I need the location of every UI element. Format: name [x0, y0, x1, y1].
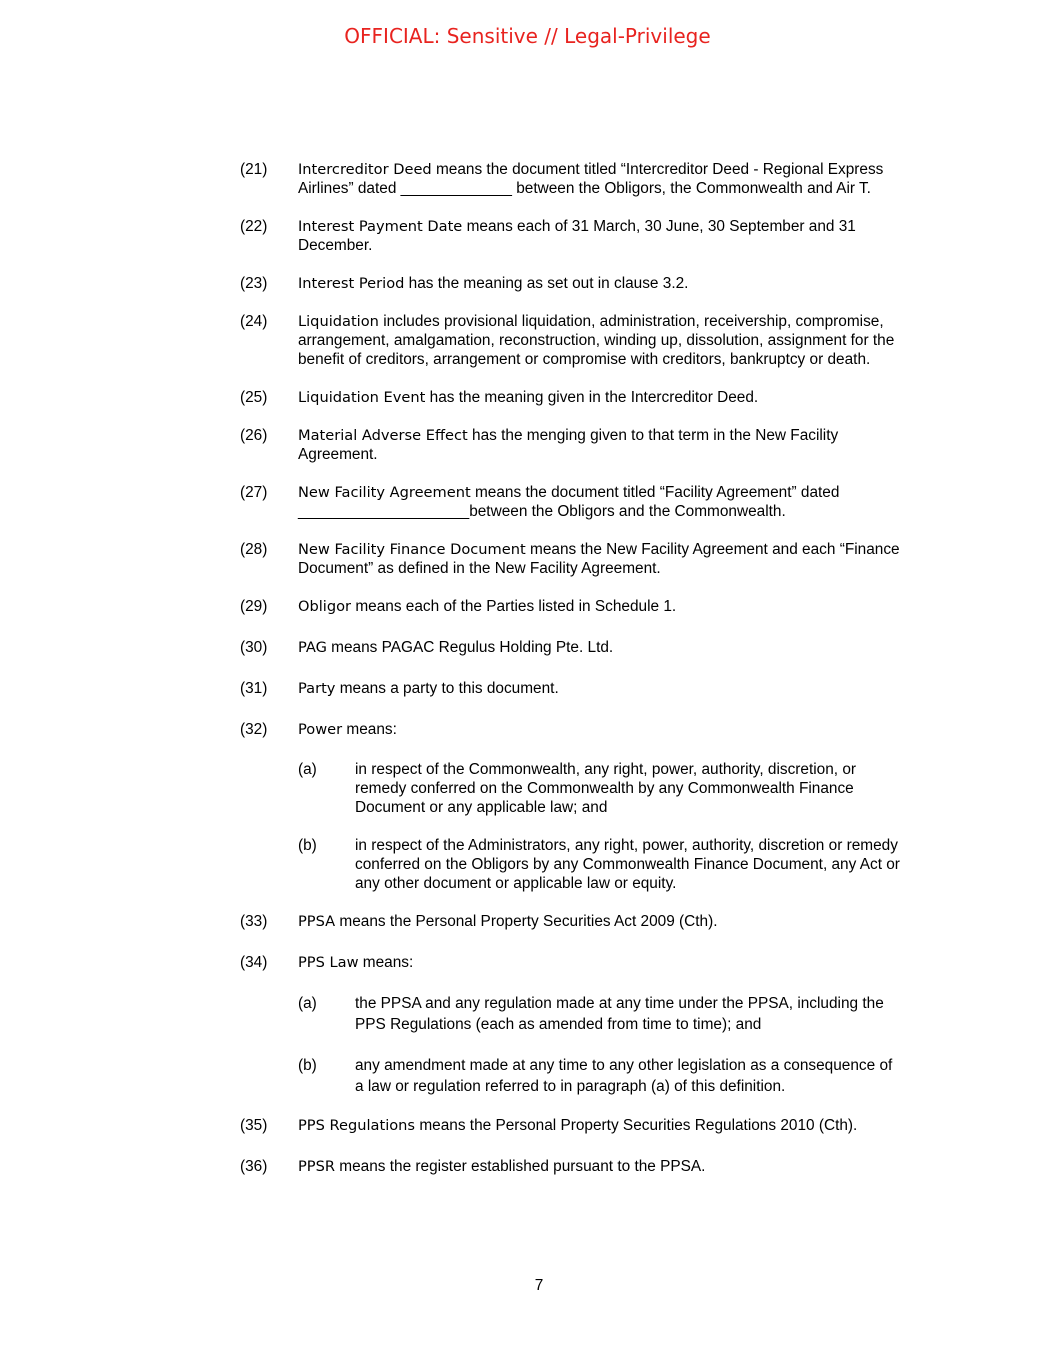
definition-text: means PAGAC Regulus Holding Pte. Ltd.	[326, 639, 614, 656]
pps-law-sublist	[298, 993, 900, 1097]
definition-body	[298, 426, 900, 464]
defined-term: Interest Payment Date	[298, 218, 463, 235]
defined-term: Power	[298, 721, 343, 738]
definition-text: means a party to this document.	[335, 680, 559, 697]
sub-item-letter: (a)	[298, 761, 317, 778]
definition-text: means:	[358, 954, 414, 971]
definition-number: (24)	[240, 313, 268, 330]
definition-number: (29)	[240, 598, 268, 615]
definition-27	[240, 483, 900, 521]
definition-text: means:	[342, 721, 397, 738]
definition-23	[240, 274, 900, 293]
definition-30	[240, 638, 900, 657]
definition-text: means the document titled “Facility Agreement” dated ____________________between the Obligors and the Commonwealth.	[298, 484, 840, 520]
definition-number: (22)	[240, 218, 268, 235]
definition-body	[298, 540, 900, 578]
sub-item	[298, 836, 900, 893]
definition-body	[298, 912, 900, 931]
definition-28	[240, 540, 900, 578]
sub-item	[298, 1055, 900, 1097]
definition-text: means each of the Parties listed in Schedule 1.	[351, 598, 677, 615]
definition-text: means the register established pursuant to the PPSA.	[335, 1158, 706, 1175]
defined-term: PPSR	[298, 1158, 336, 1175]
definition-29	[240, 597, 900, 616]
definition-body	[298, 679, 900, 698]
definition-body	[298, 483, 900, 521]
definition-text: means the New Facility Agreement and each “Finance Document” as defined in the New Facility Agreement.	[298, 541, 900, 577]
sub-item-letter: (a)	[298, 995, 317, 1012]
definition-body	[298, 388, 900, 407]
defined-term: Material Adverse Effect	[298, 427, 468, 444]
definition-number: (32)	[240, 721, 268, 738]
definition-text: includes provisional liquidation, administration, receivership, compromise, arrangement, amalgamation, reconstruction, winding up, dissolution, assignment for the benefit of creditors, arrangement or compromise with creditors, bankruptcy or death.	[298, 313, 895, 368]
defined-term: Liquidation	[298, 313, 379, 330]
definition-34	[240, 953, 900, 1097]
definition-text: means the Personal Property Securities Regulations 2010 (Cth).	[415, 1117, 858, 1134]
security-classification: OFFICIAL: Sensitive // Legal-Privilege	[344, 24, 711, 48]
definition-number: (25)	[240, 389, 268, 406]
definition-number: (34)	[240, 954, 268, 971]
definition-26	[240, 426, 900, 464]
defined-term: Obligor	[298, 598, 352, 615]
definition-number: (35)	[240, 1117, 268, 1134]
defined-term: PPS Regulations	[298, 1117, 416, 1134]
definition-36	[240, 1157, 900, 1176]
definition-body	[298, 597, 900, 616]
definition-33	[240, 912, 900, 931]
sub-item-text: in respect of the Administrators, any right, power, authority, discretion or remedy conferred on the Obligors by any Commonwealth Finance Document, any Act or any other document or applicable law or equity.	[355, 837, 900, 892]
page-number: 7	[534, 1277, 544, 1294]
power-sublist	[298, 760, 900, 893]
definition-body	[298, 638, 900, 657]
defined-term: New Facility Finance Document	[298, 541, 526, 558]
definition-text: means the document titled “Intercreditor Deed - Regional Express Airlines” dated _____________ between the Obligors, the Commonwealth and Air T.	[298, 161, 884, 197]
definition-body	[298, 274, 900, 293]
definition-text: has the menging given to that term in the New Facility Agreement.	[298, 427, 839, 463]
defined-term: PPS Law	[298, 954, 359, 971]
definition-body	[298, 1116, 900, 1135]
sub-item-letter: (b)	[298, 837, 317, 854]
definition-text: means each of 31 March, 30 June, 30 September and 31 December.	[298, 218, 856, 254]
definition-number: (36)	[240, 1158, 268, 1175]
definition-text: has the meaning as set out in clause 3.2.	[404, 275, 689, 292]
definition-35	[240, 1116, 900, 1135]
sub-item	[298, 993, 900, 1035]
sub-item	[298, 760, 900, 817]
defined-term: Intercreditor Deed	[298, 161, 432, 178]
definition-body	[298, 312, 900, 369]
definition-number: (27)	[240, 484, 268, 501]
sub-item-text: in respect of the Commonwealth, any right, power, authority, discretion, or remedy conferred on the Commonwealth by any Commonwealth Finance Document or any applicable law; and	[355, 761, 857, 816]
definitions-list	[240, 160, 900, 1198]
sub-item-letter: (b)	[298, 1057, 317, 1074]
defined-term: Party	[298, 680, 336, 697]
definition-body	[298, 217, 900, 255]
definition-text: has the meaning given in the Intercreditor Deed.	[425, 389, 759, 406]
definition-22	[240, 217, 900, 255]
definition-number: (28)	[240, 541, 268, 558]
defined-term: PPSA	[298, 913, 336, 930]
definition-number: (21)	[240, 161, 268, 178]
defined-term: Interest Period	[298, 275, 405, 292]
definition-number: (33)	[240, 913, 268, 930]
definition-number: (30)	[240, 639, 268, 656]
definition-32	[240, 720, 900, 893]
definition-body	[298, 160, 900, 198]
sub-item-text: any amendment made at any time to any other legislation as a consequence of a law or regulation referred to in paragraph (a) of this definition.	[355, 1057, 893, 1095]
sub-item-text: the PPSA and any regulation made at any time under the PPSA, including the PPS Regulations (each as amended from time to time); and	[355, 995, 884, 1033]
defined-term: New Facility Agreement	[298, 484, 471, 501]
definition-body	[298, 953, 900, 1097]
definition-21	[240, 160, 900, 198]
definition-24	[240, 312, 900, 369]
definition-text: means the Personal Property Securities Act 2009 (Cth).	[335, 913, 718, 930]
defined-term: Liquidation Event	[298, 389, 426, 406]
definition-number: (23)	[240, 275, 268, 292]
definition-25	[240, 388, 900, 407]
definition-number: (31)	[240, 680, 268, 697]
definition-body	[298, 1157, 900, 1176]
definition-body	[298, 720, 900, 893]
definition-31	[240, 679, 900, 698]
defined-term: PAG	[298, 639, 327, 656]
definition-number: (26)	[240, 427, 268, 444]
